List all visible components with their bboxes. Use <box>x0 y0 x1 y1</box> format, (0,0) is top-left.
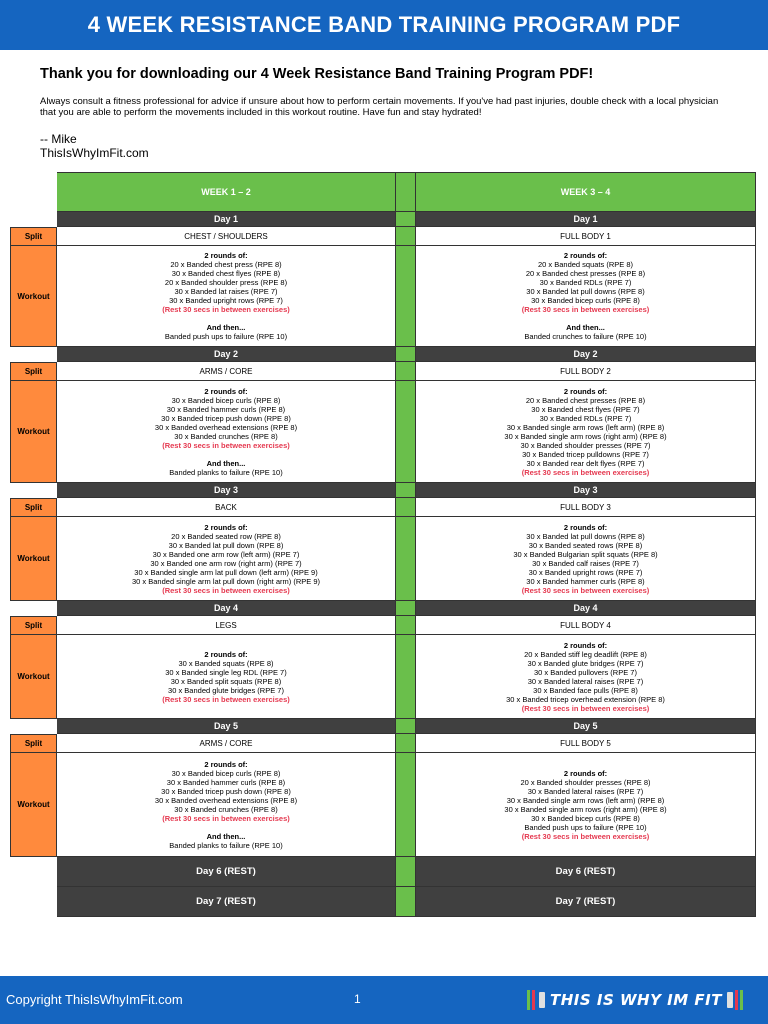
workout-cell <box>57 635 396 719</box>
split-name: FULL BODY 5 <box>416 734 756 753</box>
signoff: -- Mike <box>40 132 77 146</box>
site-logo[interactable] <box>527 990 745 1010</box>
exercise-line: 30 x Banded bicep curls (RPE 8) <box>171 395 281 405</box>
workout-cell <box>57 753 396 857</box>
exercise-line: 30 x Banded single arm lat pull down (right arm) (RPE 9) <box>132 576 320 586</box>
rest-note: (Rest 30 secs in between exercises) <box>521 831 650 841</box>
exercise-line: 30 x Banded split squats (RPE 8) <box>170 676 282 686</box>
exercise-line: 30 x Banded bicep curls (RPE 8) <box>171 768 281 778</box>
exercise-line: 30 x Banded single arm rows (right arm) (RPE 8) <box>504 431 667 441</box>
split-name: CHEST / SHOULDERS <box>57 227 396 246</box>
logo-stripe-green <box>740 990 743 1010</box>
exercise-line: 30 x Banded one arm row (right arm) (RPE 7) <box>150 558 302 568</box>
column-divider <box>396 212 416 227</box>
exercise-line: 30 x Banded lat pull downs (RPE 8) <box>526 287 645 296</box>
workout-cell <box>416 381 756 483</box>
exercise-line: 30 x Banded calf raises (RPE 7) <box>532 558 639 568</box>
workout-label: Workout <box>10 381 57 483</box>
exercise-line: 30 x Banded RDLs (RPE 7) <box>539 278 632 287</box>
finisher-line: Banded crunches to failure (RPE 10) <box>524 332 647 341</box>
week-header-1: WEEK 1 – 2 <box>57 172 396 212</box>
split-label: Split <box>10 227 57 246</box>
and-then-label: And then... <box>206 323 246 332</box>
workout-label: Workout <box>10 517 57 601</box>
day-header: Day 3 <box>57 483 396 498</box>
rest-day-header: Day 6 (REST) <box>57 857 396 887</box>
split-label: Split <box>10 498 57 517</box>
column-divider <box>396 601 416 616</box>
rest-note: (Rest 30 secs in between exercises) <box>162 305 290 314</box>
exercise-line: 30 x Banded crunches (RPE 8) <box>174 804 278 814</box>
rest-note: (Rest 30 secs in between exercises) <box>162 813 290 823</box>
rest-note: (Rest 30 secs in between exercises) <box>521 305 650 314</box>
dumbbell-icon <box>539 992 545 1008</box>
day-header: Day 2 <box>416 347 756 362</box>
exercise-line: 30 x Banded one arm row (left arm) (RPE 7) <box>152 549 300 559</box>
exercise-line: 30 x Banded overhead extensions (RPE 8) <box>154 422 298 432</box>
exercise-line: 30 x Banded face pulls (RPE 8) <box>533 685 638 695</box>
split-name: FULL BODY 1 <box>416 227 756 246</box>
column-divider <box>396 635 416 719</box>
column-divider <box>396 734 416 753</box>
workout-cell <box>416 635 756 719</box>
rounds-heading: 2 rounds of: <box>204 522 248 532</box>
exercise-line: 30 x Banded chest flyes (RPE 8) <box>171 269 281 278</box>
exercise-line: 30 x Banded single leg RDL (RPE 7) <box>165 667 287 677</box>
exercise-line: 30 x Banded single arm lat pull down (left arm) (RPE 9) <box>134 567 318 577</box>
exercise-line: 30 x Banded glute bridges (RPE 7) <box>527 658 644 668</box>
exercise-line: 20 x Banded chest press (RPE 8) <box>170 260 282 269</box>
exercise-line: 30 x Banded lat raises (RPE 7) <box>174 287 278 296</box>
logo-stripe-red <box>532 990 535 1010</box>
column-divider <box>396 517 416 601</box>
column-divider <box>396 887 416 917</box>
day-header: Day 1 <box>57 212 396 227</box>
column-divider <box>396 719 416 734</box>
training-program-table <box>10 172 756 917</box>
spacer <box>10 347 57 362</box>
spacer <box>10 483 57 498</box>
exercise-line: 30 x Banded tricep push down (RPE 8) <box>161 786 291 796</box>
day-header: Day 5 <box>57 719 396 734</box>
workout-cell <box>57 381 396 483</box>
rest-day-header: Day 7 (REST) <box>57 887 396 917</box>
rest-day-header: Day 7 (REST) <box>416 887 756 917</box>
spacer <box>10 601 57 616</box>
site-link[interactable]: ThisIsWhyImFit.com <box>40 146 149 160</box>
exercise-line: 30 x Banded overhead extensions (RPE 8) <box>154 795 298 805</box>
and-then-label: And then... <box>206 458 246 468</box>
exercise-line: 20 x Banded seated row (RPE 8) <box>171 531 281 541</box>
rounds-heading: 2 rounds of: <box>563 768 608 778</box>
column-divider <box>396 227 416 246</box>
intro-section <box>40 66 730 160</box>
rounds-heading: 2 rounds of: <box>563 640 608 650</box>
exercise-line: 30 x Banded upright rows (RPE 7) <box>169 296 283 305</box>
workout-label: Workout <box>10 246 57 347</box>
rest-note: (Rest 30 secs in between exercises) <box>162 694 290 704</box>
exercise-line: 30 x Banded squats (RPE 8) <box>178 658 274 668</box>
exercise-line: 20 x Banded squats (RPE 8) <box>537 260 634 269</box>
column-divider <box>396 483 416 498</box>
exercise-line: 30 x Banded lateral raises (RPE 7) <box>527 786 644 796</box>
spacer <box>10 719 57 734</box>
exercise-line: 20 x Banded stiff leg deadlift (RPE 8) <box>524 649 647 659</box>
exercise-line: 30 x Banded tricep overhead extension (RPE 8) <box>506 694 665 704</box>
split-name: BACK <box>57 498 396 517</box>
column-divider <box>396 362 416 381</box>
column-divider <box>396 616 416 635</box>
logo-text: THIS IS WHY IM FIT <box>550 991 722 1009</box>
rest-day-header: Day 6 (REST) <box>416 857 756 887</box>
day-header: Day 5 <box>416 719 756 734</box>
column-divider <box>396 753 416 857</box>
exercise-line: 20 x Banded shoulder press (RPE 8) <box>164 278 288 287</box>
exercise-line: 30 x Banded tricep pulldowns (RPE 7) <box>522 449 649 459</box>
day-header: Day 4 <box>416 601 756 616</box>
rest-note: (Rest 30 secs in between exercises) <box>521 703 650 713</box>
finisher-line: Banded planks to failure (RPE 10) <box>169 840 283 850</box>
title-banner <box>0 0 768 50</box>
week-header-2: WEEK 3 – 4 <box>416 172 756 212</box>
split-name: FULL BODY 4 <box>416 616 756 635</box>
rounds-heading: 2 rounds of: <box>204 386 248 396</box>
split-label: Split <box>10 734 57 753</box>
exercise-line: 30 x Banded single arm rows (left arm) (RPE 8) <box>506 795 665 805</box>
exercise-line: 20 x Banded shoulder presses (RPE 8) <box>520 777 651 787</box>
workout-cell <box>416 246 756 347</box>
column-divider <box>396 347 416 362</box>
day-header: Day 1 <box>416 212 756 227</box>
workout-cell <box>57 246 396 347</box>
split-name: LEGS <box>57 616 396 635</box>
column-divider <box>396 246 416 347</box>
exercise-line: 30 x Banded hammer curls (RPE 8) <box>166 404 286 414</box>
exercise-line: 20 x Banded chest presses (RPE 8) <box>525 269 646 278</box>
spacer <box>10 212 57 227</box>
column-divider <box>396 857 416 887</box>
exercise-line: 20 x Banded chest presses (RPE 8) <box>525 395 646 405</box>
finisher-line: Banded planks to failure (RPE 10) <box>169 467 283 477</box>
rest-note: (Rest 30 secs in between exercises) <box>162 440 290 450</box>
logo-stripe-red <box>735 990 738 1010</box>
exercise-line: 30 x Banded tricep push down (RPE 8) <box>161 413 291 423</box>
exercise-line: 30 x Banded lateral raises (RPE 7) <box>527 676 644 686</box>
spacer <box>10 887 57 917</box>
day-header: Day 2 <box>57 347 396 362</box>
rest-note: (Rest 30 secs in between exercises) <box>521 467 650 477</box>
exercise-line: 30 x Banded glute bridges (RPE 7) <box>168 685 284 695</box>
footer <box>0 976 768 1024</box>
exercise-line: 30 x Banded bicep curls (RPE 8) <box>531 813 640 823</box>
exercise-line: 30 x Banded seated rows (RPE 8) <box>528 540 643 550</box>
exercise-line: 30 x Banded lat pull downs (RPE 8) <box>526 531 645 541</box>
page-number: 1 <box>354 992 361 1006</box>
exercise-line: 30 x Banded shoulder presses (RPE 7) <box>520 440 651 450</box>
split-name: ARMS / CORE <box>57 734 396 753</box>
intro-heading: Thank you for downloading our 4 Week Resistance Band Training Program PDF! <box>40 66 594 82</box>
column-divider <box>396 172 416 212</box>
exercise-line: 30 x Banded chest flyes (RPE 7) <box>531 404 640 414</box>
spacer <box>10 857 57 887</box>
rest-note: (Rest 30 secs in between exercises) <box>162 585 290 595</box>
exercise-line: 30 x Banded crunches (RPE 8) <box>174 431 278 441</box>
workout-cell <box>416 753 756 857</box>
rounds-heading: 2 rounds of: <box>563 522 608 532</box>
exercise-line: 30 x Banded rear delt flyes (RPE 7) <box>526 458 645 468</box>
day-header: Day 3 <box>416 483 756 498</box>
column-divider <box>396 498 416 517</box>
rounds-heading: 2 rounds of: <box>563 251 608 260</box>
exercise-line: 30 x Banded RDLs (RPE 7) <box>539 413 632 423</box>
intro-note: Always consult a fitness professional for advice if unsure about how to perform certain movements. If you've had past injuries, double check with a local physician that you are able to perform the movements included in this workout routine. Have fun and stay hydrated! <box>40 96 719 118</box>
split-name: FULL BODY 3 <box>416 498 756 517</box>
day-header: Day 4 <box>57 601 396 616</box>
rounds-heading: 2 rounds of: <box>563 386 608 396</box>
workout-label: Workout <box>10 635 57 719</box>
exercise-line: 30 x Banded upright rows (RPE 7) <box>528 567 643 577</box>
exercise-line: 30 x Banded hammer curls (RPE 8) <box>526 576 645 586</box>
and-then-label: And then... <box>206 831 246 841</box>
spacer <box>10 172 57 212</box>
page-title: 4 WEEK RESISTANCE BAND TRAINING PROGRAM PDF <box>87 12 681 37</box>
finisher-line: Banded push ups to failure (RPE 10) <box>164 332 288 341</box>
exercise-line: 30 x Banded hammer curls (RPE 8) <box>166 777 286 787</box>
rounds-heading: 2 rounds of: <box>204 759 248 769</box>
exercise-line: 30 x Banded single arm rows (right arm) (RPE 8) <box>504 804 667 814</box>
workout-cell <box>416 517 756 601</box>
exercise-line: 30 x Banded pullovers (RPE 7) <box>534 667 637 677</box>
split-name: FULL BODY 2 <box>416 362 756 381</box>
split-name: ARMS / CORE <box>57 362 396 381</box>
program-grid <box>10 172 756 917</box>
rounds-heading: 2 rounds of: <box>204 649 248 659</box>
exercise-line: 30 x Banded single arm rows (left arm) (RPE 8) <box>506 422 665 432</box>
exercise-line: Banded push ups to failure (RPE 10) <box>524 822 647 832</box>
workout-cell <box>57 517 396 601</box>
rounds-heading: 2 rounds of: <box>204 251 248 260</box>
split-label: Split <box>10 362 57 381</box>
exercise-line: 30 x Banded Bulgarian split squats (RPE 8) <box>513 549 658 559</box>
workout-label: Workout <box>10 753 57 857</box>
column-divider <box>396 381 416 483</box>
split-label: Split <box>10 616 57 635</box>
logo-stripe-green <box>527 990 530 1010</box>
footer-copyright[interactable]: Copyright ThisIsWhyImFit.com <box>6 992 183 1007</box>
exercise-line: 30 x Banded lat pull down (RPE 8) <box>168 540 284 550</box>
dumbbell-icon <box>727 992 733 1008</box>
rest-note: (Rest 30 secs in between exercises) <box>521 585 650 595</box>
exercise-line: 30 x Banded bicep curls (RPE 8) <box>531 296 640 305</box>
and-then-label: And then... <box>566 323 605 332</box>
